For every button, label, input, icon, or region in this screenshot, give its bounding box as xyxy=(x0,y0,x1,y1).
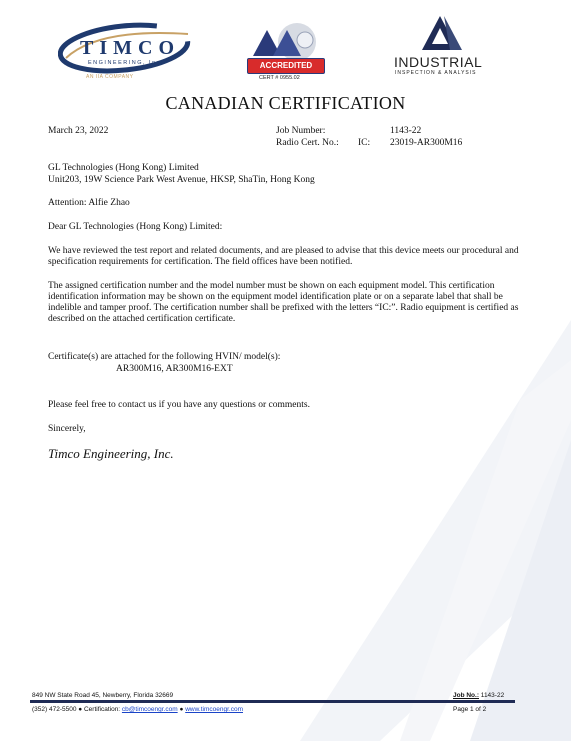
email-link[interactable]: cb@timcoengr.com xyxy=(121,706,178,713)
industrial-tagline: INSPECTION & ANALYSIS xyxy=(395,70,477,76)
footer-page-number: Page 1 of 2 xyxy=(453,706,487,713)
timco-tagline: AN IIA COMPANY xyxy=(86,74,134,80)
accredited-badge: ACCREDITED xyxy=(247,58,325,74)
job-number-value: 1143-22 xyxy=(390,126,422,136)
addressee-address: Unit203, 19W Science Park West Avenue, HKSP, ShaTin, Hong Kong xyxy=(48,175,315,185)
letter-date: March 23, 2022 xyxy=(48,126,109,136)
addressee-company: GL Technologies (Hong Kong) Limited xyxy=(48,163,199,173)
model-list: AR300M16, AR300M16-EXT xyxy=(116,364,233,374)
timco-logo xyxy=(58,18,198,80)
timco-wordmark: TIMCO xyxy=(80,37,180,59)
footer-contact xyxy=(32,706,243,713)
body-paragraph-2: The assigned certification number and the model number must be shown on each equipment model. This certification identification information may be shown on the equipment model identification plate or on a separate label that shall be indelible and tamper proof. The certification number shall be prefixed with the letters “IC:”. Radio equipment is certified as described on the attached certification certificate. xyxy=(48,281,519,324)
footer-divider xyxy=(30,700,515,703)
accreditation-cert-number: CERT # 0955.02 xyxy=(259,75,300,81)
attention-line: Attention: Alfie Zhao xyxy=(48,198,130,208)
industrial-logo xyxy=(388,14,498,84)
closing: Sincerely, xyxy=(48,424,86,434)
contact-line: Please feel free to contact us if you have any questions or comments. xyxy=(48,400,310,410)
footer-phone: (352) 472-5500 ● Certification: xyxy=(32,706,122,713)
document-title: CANADIAN CERTIFICATION xyxy=(165,93,406,113)
certificates-line: Certificate(s) are attached for the following HVIN/ model(s): xyxy=(48,352,281,362)
website-link[interactable]: www.timcoengr.com xyxy=(185,706,243,713)
radio-cert-number: 23019-AR300M16 xyxy=(390,138,463,148)
industrial-triangle-icon xyxy=(388,14,498,54)
timco-subtitle: ENGINEERING, Inc. xyxy=(88,60,164,66)
a2la-emblem-icon xyxy=(247,22,327,62)
radio-cert-prefix: IC: xyxy=(358,138,371,148)
industrial-wordmark: INDUSTRIAL xyxy=(394,54,483,70)
job-number-label: Job Number: xyxy=(276,126,326,136)
footer-job-number xyxy=(453,692,504,699)
salutation: Dear GL Technologies (Hong Kong) Limited: xyxy=(48,222,223,232)
radio-cert-label: Radio Cert. No.: xyxy=(276,138,339,148)
footer-address: 849 NW State Road 45, Newberry, Florida 32669 xyxy=(32,692,174,699)
footer-job-value: 1143-22 xyxy=(479,692,505,699)
signature: Timco Engineering, Inc. xyxy=(48,446,174,461)
a2la-accredited-logo xyxy=(247,22,327,84)
body-paragraph-1: We have reviewed the test report and related documents, and are pleased to advise that this device meets our procedural and specification requirements for certification. The field offices have been notified. xyxy=(48,246,519,267)
footer-job-label: Job No.: xyxy=(453,692,479,699)
footer-separator: ● xyxy=(177,706,186,713)
